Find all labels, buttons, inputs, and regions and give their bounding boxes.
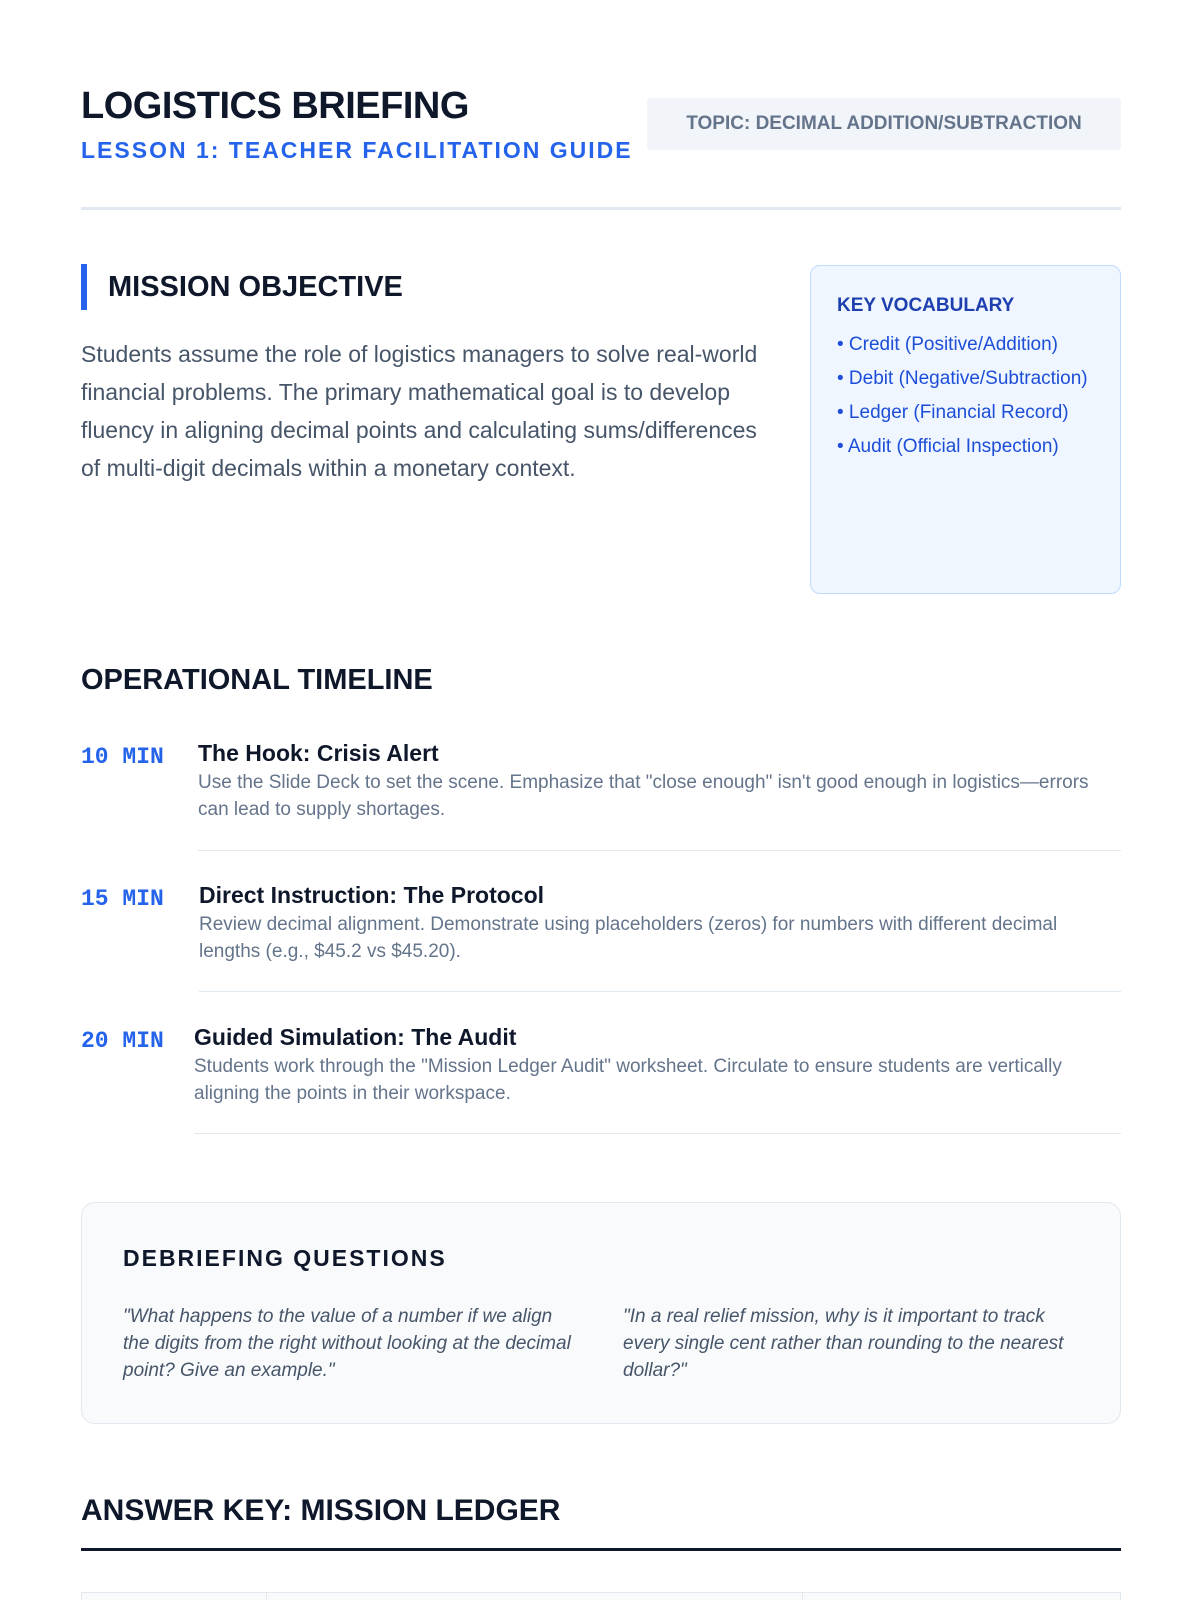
timeline-duration: 15 MIN bbox=[81, 886, 164, 912]
timeline-item-title: Guided Simulation: The Audit bbox=[194, 1024, 517, 1050]
timeline-duration: 10 MIN bbox=[81, 744, 164, 770]
key-vocabulary-title: KEY VOCABULARY bbox=[837, 295, 1015, 316]
debriefing-question: "In a real relief mission, why is it important to track every single cent rather than rounding to the nearest dollar?" bbox=[623, 1306, 1064, 1381]
topic-badge: TOPIC: DECIMAL ADDITION/SUBTRACTION bbox=[647, 98, 1121, 150]
debriefing-questions-box bbox=[81, 1202, 1121, 1424]
timeline-item-title: Direct Instruction: The Protocol bbox=[199, 882, 545, 908]
timeline-item-description: Students work through the "Mission Ledger Audit" worksheet. Circulate to ensure students are vertically aligning the points in their workspace. bbox=[194, 1056, 1062, 1104]
timeline-duration: 20 MIN bbox=[81, 1028, 164, 1054]
timeline-body bbox=[199, 880, 1121, 992]
mission-objective-section bbox=[81, 264, 761, 487]
vocabulary-item-audit: • Audit (Official Inspection) bbox=[837, 436, 1059, 457]
timeline-body bbox=[194, 1022, 1121, 1134]
table-column-divider bbox=[266, 1593, 267, 1600]
answer-key-divider bbox=[81, 1548, 1121, 1551]
page-header bbox=[81, 84, 1121, 210]
operational-timeline-title: OPERATIONAL TIMELINE bbox=[81, 664, 433, 696]
debriefing-questions-title: DEBRIEFING QUESTIONS bbox=[123, 1245, 447, 1271]
timeline-item-description: Review decimal alignment. Demonstrate using placeholders (zeros) for numbers with different decimal lengths (e.g., $45.2 vs $45.20). bbox=[199, 914, 1058, 962]
debriefing-question: "What happens to the value of a number if we align the digits from the right without looking at the decimal point? Give an example." bbox=[123, 1306, 571, 1381]
key-vocabulary-box bbox=[810, 265, 1121, 594]
mission-objective-body: Students assume the role of logistics managers to solve real-world financial problems. The primary mathematical goal is to develop fluency in aligning decimal points and calculating sums/differences of multi-digit decimals within a monetary context. bbox=[81, 341, 758, 481]
answer-key-table bbox=[81, 1592, 1121, 1600]
vocabulary-item-ledger: • Ledger (Financial Record) bbox=[837, 402, 1069, 423]
timeline-body bbox=[198, 738, 1121, 851]
vocabulary-item-credit: • Credit (Positive/Addition) bbox=[837, 334, 1059, 355]
mission-objective-title: MISSION OBJECTIVE bbox=[108, 270, 403, 303]
mission-objective-heading bbox=[81, 264, 761, 310]
timeline-item-description: Use the Slide Deck to set the scene. Emphasize that "close enough" isn't good enough in logistics—errors can lead to supply shortages. bbox=[198, 772, 1089, 820]
page-subtitle: LESSON 1: TEACHER FACILITATION GUIDE bbox=[81, 137, 633, 163]
accent-bar bbox=[81, 264, 87, 310]
answer-key-title: ANSWER KEY: MISSION LEDGER bbox=[81, 1494, 561, 1527]
page-title: LOGISTICS BRIEFING bbox=[81, 85, 469, 127]
vocabulary-item-debit: • Debit (Negative/Subtraction) bbox=[837, 368, 1088, 389]
table-column-divider bbox=[802, 1593, 803, 1600]
vocabulary-list bbox=[837, 332, 1094, 460]
timeline-item-title: The Hook: Crisis Alert bbox=[198, 740, 439, 766]
